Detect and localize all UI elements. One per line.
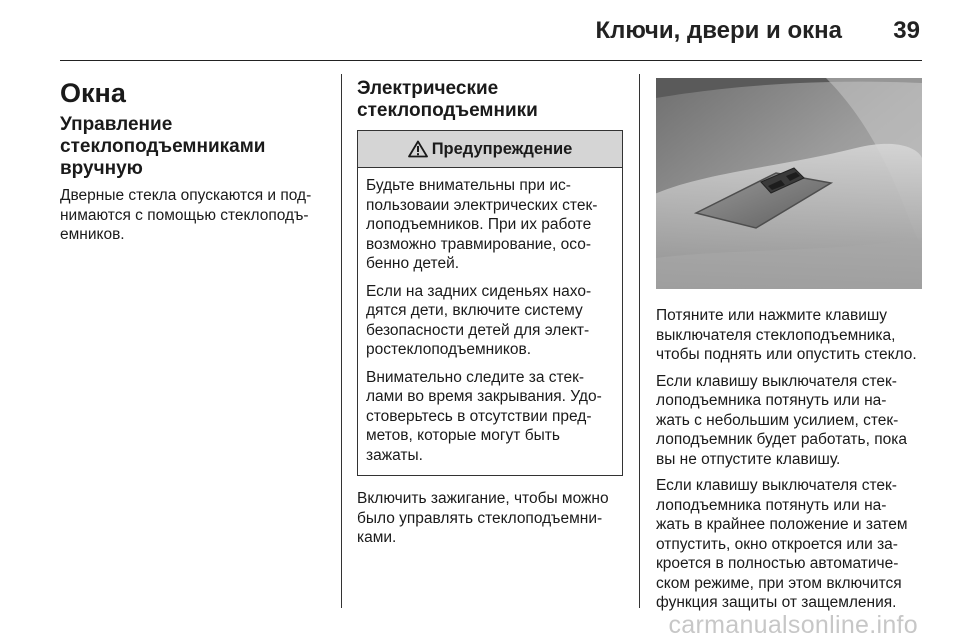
column-3 xyxy=(656,78,922,620)
warning-box xyxy=(357,130,623,476)
page-header xyxy=(0,0,960,60)
chapter-title: Ключи, двери и окна xyxy=(595,17,842,44)
watermark: carmanualsonline.info xyxy=(668,611,918,639)
subheading-manual-windows: Управление стеклоподъемниками вручную xyxy=(60,114,266,179)
switch-paragraph: Если клавишу выключателя стек- лоподъемника потянуть или на- жать с небольшим усилием, стек- лоподъемник будет работать, пока вы не отпустите клавишу. xyxy=(656,372,907,468)
manual-windows-paragraph: Дверные стекла опускаются и под- нимаются с помощью стеклоподъ- емников. xyxy=(60,187,312,243)
column-divider-left xyxy=(341,74,342,608)
column-1 xyxy=(60,78,328,252)
warning-paragraph: Будьте внимательны при ис- пользоваии электрических стек- лоподъемников. При их работе возможно травмирование, осо- бенно детей. xyxy=(366,177,598,272)
section-heading-windows: Окна xyxy=(60,78,126,108)
switch-paragraph: Если клавишу выключателя стек- лоподъемника потянуть или на- жать в крайнее положение и затем отпустить, окно откроется или за- кроется в полностью автоматиче- ском режиме, при этом включится функция защиты от защемления. xyxy=(656,477,908,611)
warning-title: Предупреждение xyxy=(431,139,573,158)
warning-header xyxy=(358,131,622,168)
warning-body xyxy=(358,168,622,475)
ignition-paragraph: Включить зажигание, чтобы можно было управлять стеклоподъемни- ками. xyxy=(357,490,609,546)
door-window-switch-photo xyxy=(656,78,922,289)
warning-triangle-icon xyxy=(408,140,428,158)
switch-paragraph: Потяните или нажмите клавишу выключателя стеклоподъемника, чтобы поднять или опустить стекло. xyxy=(656,307,917,363)
warning-paragraph: Если на задних сиденьях нахо- дятся дети, включите систему безопасности детей для элект- ростеклоподъемников. xyxy=(366,282,592,358)
column-2 xyxy=(357,78,623,555)
page-number: 39 xyxy=(893,17,920,44)
column-divider-right xyxy=(639,74,640,608)
switch-instructions xyxy=(656,306,922,613)
warning-paragraph: Внимательно следите за стек- лами во время закрывания. Удо- стоверьтесь в отсутствии пред- метов, которые могут быть зажаты. xyxy=(366,368,602,464)
subheading-power-windows: Электрические стеклоподъемники xyxy=(357,78,538,121)
header-rule xyxy=(60,60,922,61)
